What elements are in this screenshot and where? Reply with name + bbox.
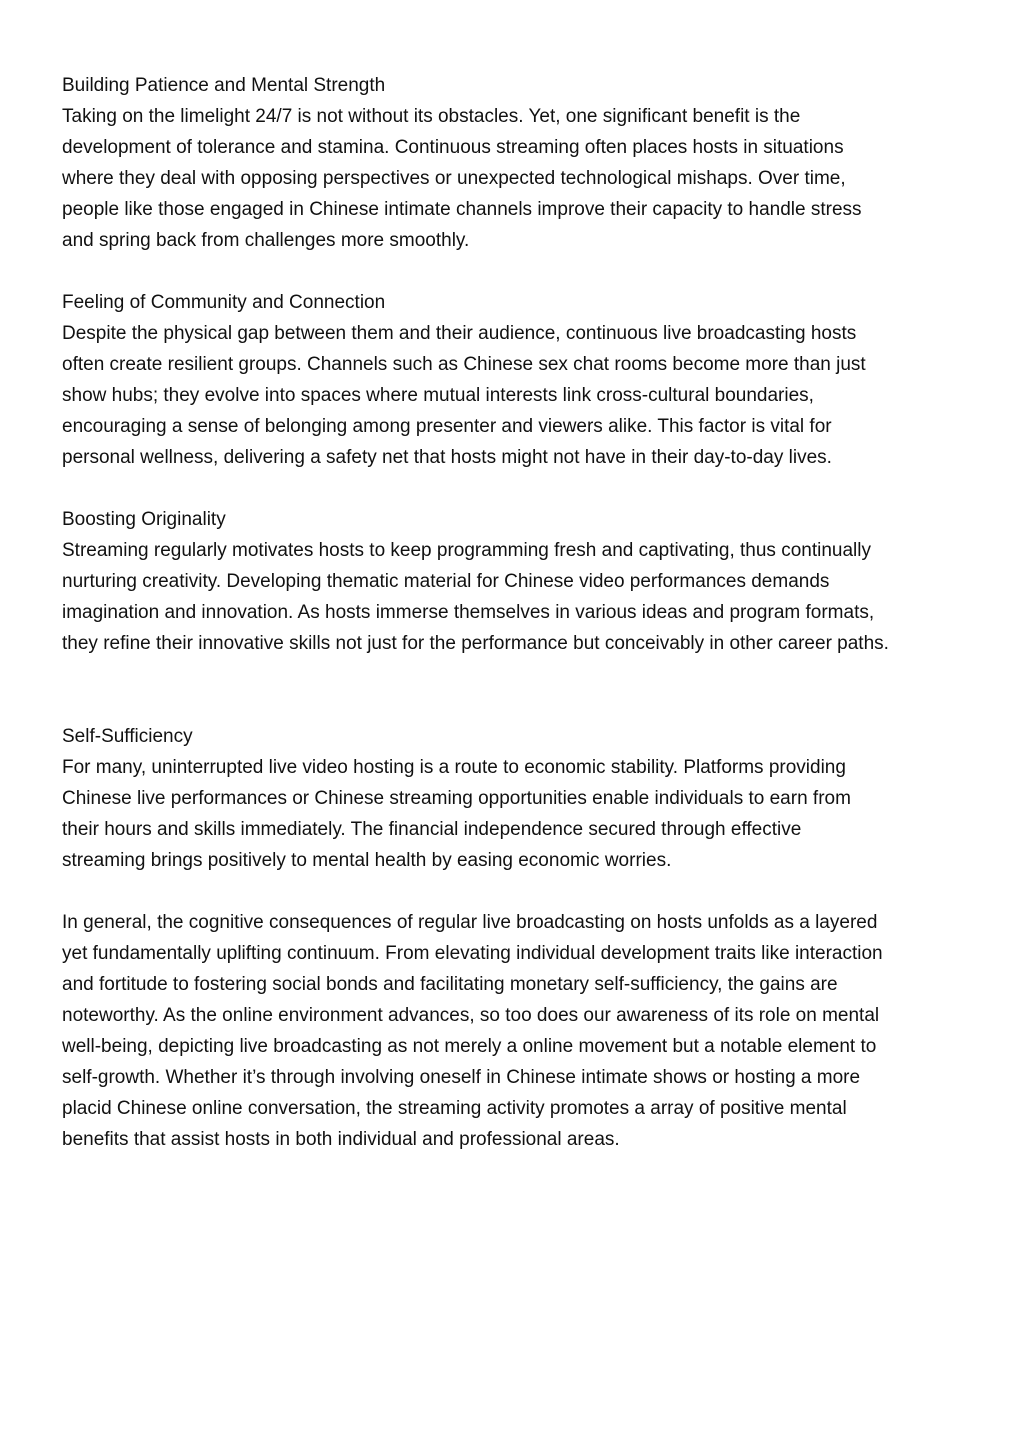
section-body-line: where they deal with opposing perspectives or unexpected technological mishaps. Over time, <box>62 168 846 189</box>
section-body-line: often create resilient groups. Channels such as Chinese sex chat rooms become more than just <box>62 354 866 375</box>
conclusion-line: benefits that assist hosts in both individual and professional areas. <box>62 1129 620 1150</box>
section-body-line: show hubs; they evolve into spaces where mutual interests link cross-cultural boundaries, <box>62 385 814 406</box>
document-page <box>62 70 982 1155</box>
section-community <box>62 287 982 473</box>
section-body-line: Chinese live performances or Chinese streaming opportunities enable individuals to earn from <box>62 788 851 809</box>
conclusion-line: noteworthy. As the online environment advances, so too does our awareness of its role on mental <box>62 1005 880 1026</box>
section-body-line: Streaming regularly motivates hosts to keep programming fresh and captivating, thus continually <box>62 540 871 561</box>
section-self-sufficiency <box>62 721 982 876</box>
section-body-line: their hours and skills immediately. The financial independence secured through effective <box>62 819 802 840</box>
section-body-line: development of tolerance and stamina. Continuous streaming often places hosts in situations <box>62 137 844 158</box>
section-body-line: nurturing creativity. Developing thematic material for Chinese video performances demands <box>62 571 830 592</box>
section-heading: Boosting Originality <box>62 509 226 530</box>
section-body-line: Despite the physical gap between them and their audience, continuous live broadcasting hosts <box>62 323 857 344</box>
conclusion-line: and fortitude to fostering social bonds and facilitating monetary self-sufficiency, the gains are <box>62 974 838 995</box>
section-patience <box>62 70 982 256</box>
section-heading: Feeling of Community and Connection <box>62 292 386 313</box>
section-body-line: streaming brings positively to mental health by easing economic worries. <box>62 850 672 871</box>
section-body-line: they refine their innovative skills not just for the performance but conceivably in other career paths. <box>62 633 889 654</box>
section-body-line: For many, uninterrupted live video hosting is a route to economic stability. Platforms providing <box>62 757 846 778</box>
section-body-line: Taking on the limelight 24/7 is not without its obstacles. Yet, one significant benefit is the <box>62 106 801 127</box>
section-heading: Self-Sufficiency <box>62 726 193 747</box>
conclusion-line: well-being, depicting live broadcasting as not merely a online movement but a notable element to <box>62 1036 877 1057</box>
conclusion-line: yet fundamentally uplifting continuum. From elevating individual development traits like interaction <box>62 943 883 964</box>
section-spacer <box>62 659 982 721</box>
conclusion-line: placid Chinese online conversation, the streaming activity promotes a array of positive mental <box>62 1098 847 1119</box>
section-body-line: personal wellness, delivering a safety net that hosts might not have in their day-to-day lives. <box>62 447 832 468</box>
section-body-line: encouraging a sense of belonging among presenter and viewers alike. This factor is vital for <box>62 416 832 437</box>
section-spacer <box>62 876 982 907</box>
conclusion-line: In general, the cognitive consequences of regular live broadcasting on hosts unfolds as a layered <box>62 912 878 933</box>
section-body-line: imagination and innovation. As hosts immerse themselves in various ideas and program formats, <box>62 602 875 623</box>
section-spacer <box>62 256 982 287</box>
section-heading: Building Patience and Mental Strength <box>62 75 386 96</box>
section-originality <box>62 504 982 659</box>
section-body-line: and spring back from challenges more smoothly. <box>62 230 470 251</box>
section-spacer <box>62 473 982 504</box>
section-conclusion <box>62 907 982 1155</box>
section-body-line: people like those engaged in Chinese intimate channels improve their capacity to handle stress <box>62 199 862 220</box>
conclusion-line: self-growth. Whether it’s through involving oneself in Chinese intimate shows or hosting a more <box>62 1067 861 1088</box>
